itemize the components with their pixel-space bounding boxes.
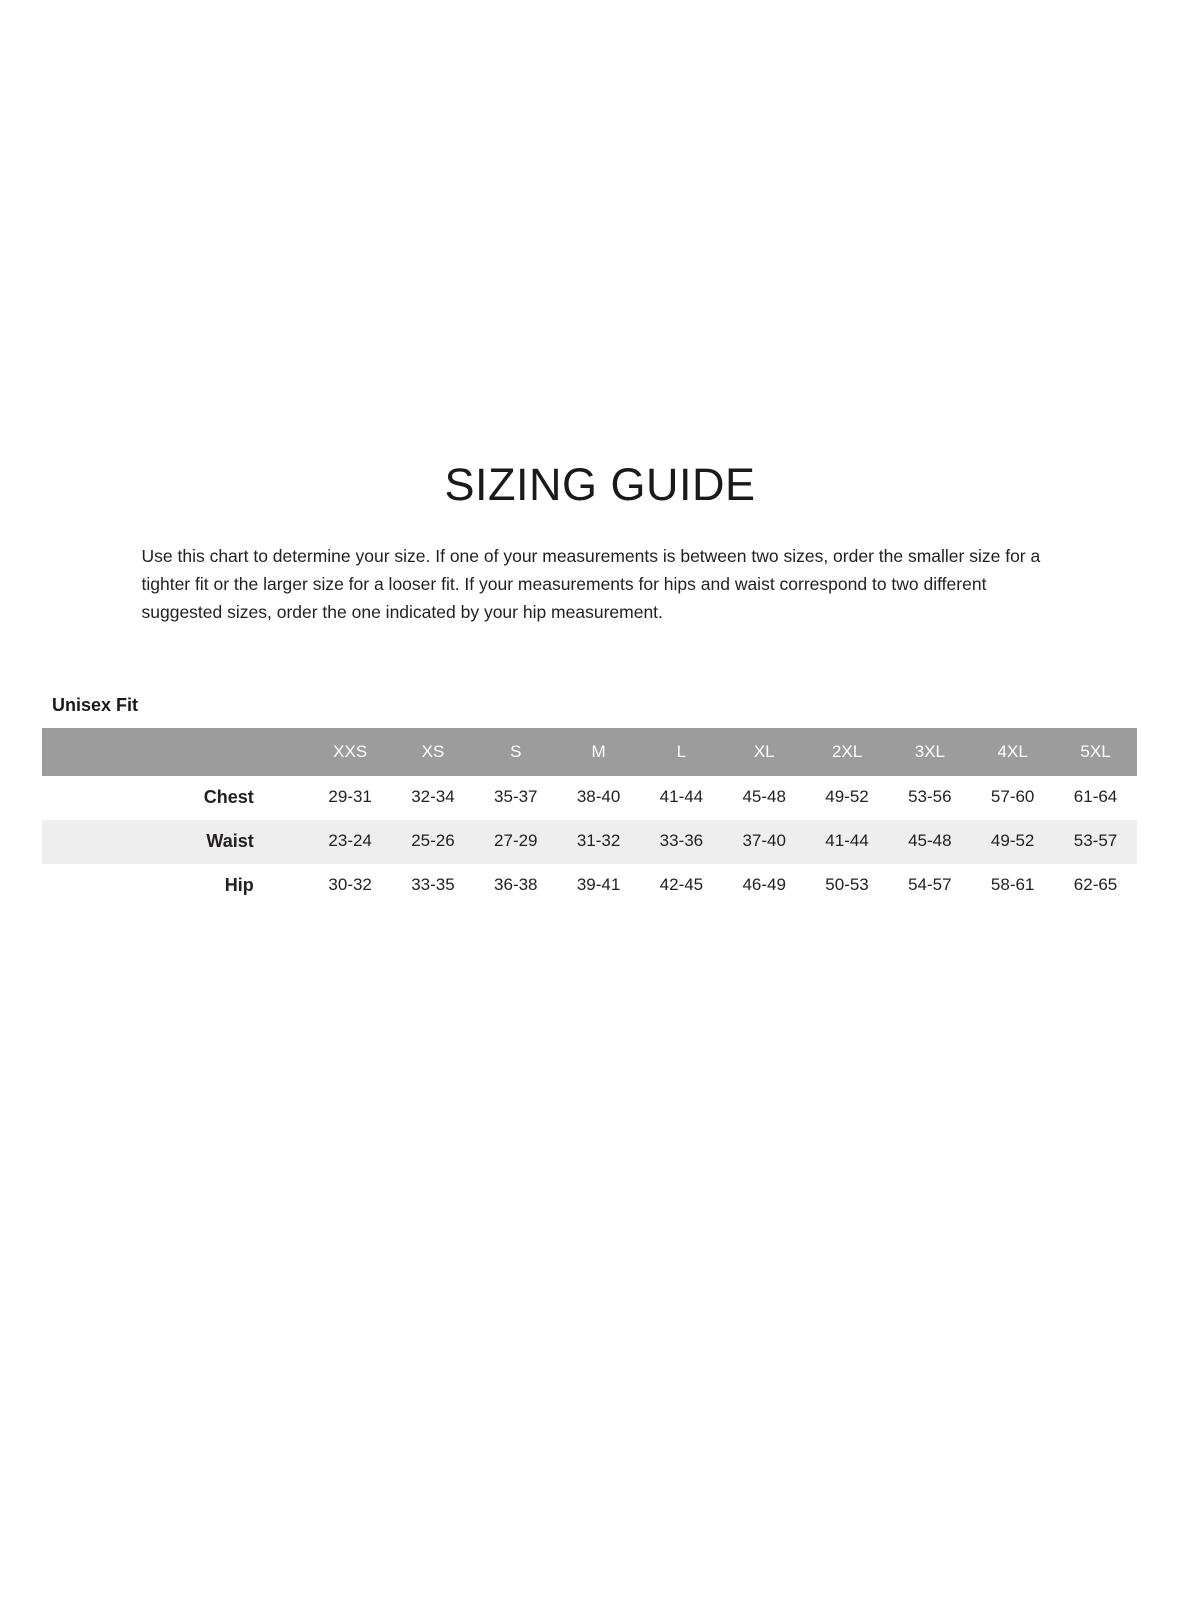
cell-hip-xl: 46-49 [742, 875, 786, 895]
intro-paragraph: Use this chart to determine your size. If one of your measurements is between two sizes, order the smaller size for a tighter fit or the larger size for a looser fit. If your measurements for hips and waist correspond to two different suggested sizes, order the one indicated by your hip measurement. [141, 545, 1041, 623]
column-header-xxs: XXS [309, 728, 392, 776]
cell-chest-3xl: 53-56 [908, 787, 952, 807]
cell-waist-xl: 37-40 [723, 820, 806, 864]
column-header-xs: XS [392, 728, 475, 776]
cell-hip-3xl: 54-57 [908, 875, 952, 895]
document-content [0, 460, 1200, 908]
table-header-row [42, 728, 1137, 776]
row-label-waist: Waist [42, 820, 309, 864]
column-header-xl: XL [723, 728, 806, 776]
column-header-4xl: 4XL [971, 728, 1054, 776]
column-header-2xl: 2XL [806, 728, 889, 776]
cell-chest-xl: 45-48 [742, 787, 786, 807]
cell-waist-xs: 25-26 [392, 820, 475, 864]
cell-waist-5xl: 53-57 [1054, 820, 1137, 864]
column-header-blank [42, 728, 309, 776]
cell-hip-xs: 33-35 [411, 875, 455, 895]
cell-waist-m: 31-32 [557, 820, 640, 864]
cell-chest-m: 38-40 [576, 787, 621, 807]
table-row [42, 776, 1137, 820]
row-label-hip: Hip [224, 874, 254, 895]
cell-chest-s: 35-37 [494, 787, 538, 807]
table-row [42, 820, 1137, 864]
column-header-5xl: 5XL [1054, 728, 1137, 776]
cell-waist-3xl: 45-48 [888, 820, 971, 864]
cell-hip-4xl: 58-61 [990, 875, 1035, 895]
cell-hip-m: 39-41 [576, 875, 621, 895]
cell-hip-l: 42-45 [659, 875, 704, 895]
size-chart-table [42, 728, 1137, 908]
cell-hip-2xl: 50-53 [825, 875, 869, 895]
table-header [42, 728, 1137, 776]
page-title: SIZING GUIDE [444, 459, 756, 510]
fit-type-label: Unisex Fit [52, 694, 139, 715]
cell-waist-4xl: 49-52 [971, 820, 1054, 864]
table-row [42, 864, 1137, 908]
cell-chest-xs: 32-34 [411, 787, 455, 807]
cell-hip-5xl: 62-65 [1073, 875, 1118, 895]
cell-waist-s: 27-29 [474, 820, 557, 864]
cell-waist-2xl: 41-44 [806, 820, 889, 864]
cell-waist-l: 33-36 [640, 820, 723, 864]
column-header-s: S [474, 728, 557, 776]
column-header-3xl: 3XL [888, 728, 971, 776]
cell-chest-l: 41-44 [659, 787, 704, 807]
cell-hip-s: 36-38 [494, 875, 538, 895]
cell-chest-xxs: 29-31 [328, 787, 372, 807]
cell-waist-xxs: 23-24 [309, 820, 392, 864]
row-label-chest: Chest [203, 786, 254, 807]
table-body [42, 776, 1137, 908]
cell-chest-2xl: 49-52 [825, 787, 869, 807]
cell-chest-4xl: 57-60 [990, 787, 1035, 807]
column-header-m: M [557, 728, 640, 776]
column-header-l: L [640, 728, 723, 776]
cell-chest-5xl: 61-64 [1073, 787, 1118, 807]
cell-hip-xxs: 30-32 [328, 875, 372, 895]
